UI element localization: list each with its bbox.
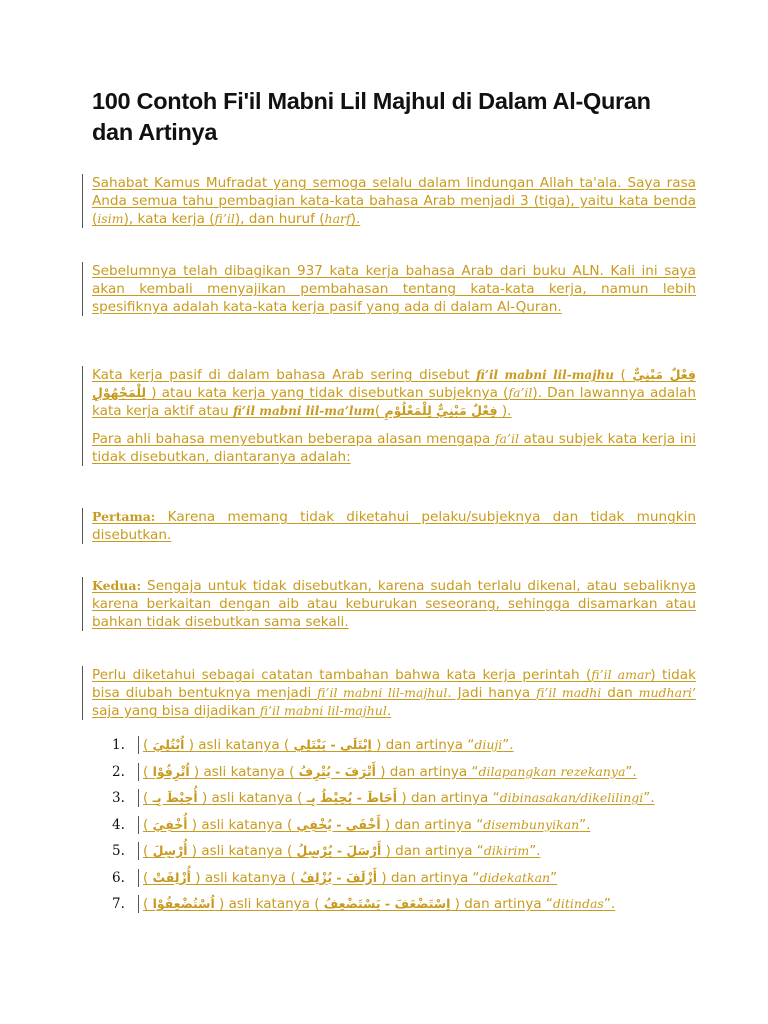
text-span: ), kata kerja ( (123, 211, 215, 227)
definition-paragraph (92, 366, 696, 420)
meaning-text: dilapangkan rezekanya (478, 763, 626, 779)
list-number: 4. (112, 816, 125, 833)
closing-quote: ”. (502, 737, 514, 753)
list-item-body: ( أُزْلِفَتْ ) asli katanya ( أَزْلَفَ - يُزْلِفُ ) dan artinya “didekatkan” (138, 869, 557, 887)
text-span: ). (350, 211, 361, 227)
text-span: ) tidak bisa diubah bentuknya menjadi (92, 667, 696, 701)
meaning-text: disembunyikan (483, 816, 580, 832)
arabic-word: أُزْلِفَتْ (152, 869, 191, 885)
text-span: . (386, 703, 392, 719)
list-item (92, 816, 692, 843)
reason-second-label: Kedua: (92, 578, 142, 593)
meaning-text: diuji (474, 737, 503, 752)
meaning-text: ditindas (552, 896, 604, 911)
closing-quote: ”. (579, 816, 591, 833)
term-fail: fa’il (494, 431, 519, 446)
meaning-label: ) dan artinya “ (377, 869, 480, 886)
arabic-root: أَخْفَى - يُخْفِي (296, 816, 381, 832)
list-number: 6. (112, 869, 125, 886)
list-item (92, 736, 692, 763)
meaning-label: ) dan artinya “ (450, 896, 553, 912)
list-number: 2. (112, 763, 125, 780)
reason-first-text: Karena memang tidak diketahui pelaku/subjeknya dan tidak mungkin disebutkan. (92, 509, 696, 543)
reason-second-block (82, 577, 696, 631)
text-span: ) atau kata kerja yang tidak disebutkan subjeknya ( (146, 385, 509, 401)
previous-post-paragraph: Sebelumnya telah dibagikan 937 kata kerja bahasa Arab dari buku ALN. Kali ini saya akan kembali menyajikan pembahasan tentang kata-kata kerja, namun lebih spesifiknya adalah kata-kata kerja pasif yang ada di dalam Al-Quran. (92, 263, 696, 315)
reason-first-label: Pertama: (92, 509, 156, 524)
reason-first-paragraph (92, 508, 696, 544)
reason-second-text: Sengaja untuk tidak disebutkan, karena sudah terlalu dikenal, atau sebaliknya karena berkaitan dengan aib atau keburukan seseorang, sehingga disamarkan atau bahkan tidak disebutkan sama sekali. (92, 578, 696, 630)
text-span: Para ahli bahasa menyebutkan beberapa alasan mengapa (92, 431, 495, 447)
reason-second-paragraph (92, 577, 696, 631)
arabic-root: اِبْتَلَى - يَبْتَلِي (293, 737, 372, 752)
text-span: Perlu diketahui sebagai catatan tambahan bahwa kata kerja perintah ( (92, 667, 592, 683)
page-title: 100 Contoh Fi'il Mabni Lil Majhul di Dalam Al-Quran dan Artinya (92, 88, 651, 145)
meaning-text: didekatkan (479, 869, 551, 885)
arabic-root: اِسْتَضْعَفَ - يَسْتَضْعِفُ (323, 896, 451, 911)
list-item (92, 789, 692, 816)
meaning-label: ) dan artinya “ (371, 737, 475, 753)
intro-paragraph-block (82, 174, 696, 228)
text-span: ( (374, 403, 385, 419)
closing-quote: ”. (643, 790, 655, 806)
arabic-root: أَحَاطَ - يُحِيْطُ بِـ (306, 790, 398, 805)
text-span: ). (497, 403, 512, 419)
list-item-body: ( اُسْتُضْعِفُوْا ) asli katanya ( اِسْتَضْعَفَ - يَسْتَضْعِفُ ) dan artinya “ditindas”. (138, 895, 615, 913)
previous-post-block (82, 262, 696, 316)
list-item (92, 895, 692, 922)
list-item-body: ( اُتْرِفُوْا ) asli katanya ( أَتْرَفَ - يُتْرِفُ ) dan artinya “dilapangkan rezekanya”. (138, 763, 637, 781)
arabic-term-malum: فِعْلٌ مَبْنِيٌّ لِلْمَعْلُوْمِ (384, 403, 498, 418)
list-item-body: ( أُحِيْطَ بِـ ) asli katanya ( أَحَاطَ - يُحِيْطُ بِـ ) dan artinya “dibinasakan/dikelilingi”. (138, 789, 655, 807)
meaning-label: ) dan artinya “ (381, 843, 484, 859)
list-number: 5. (112, 843, 125, 859)
text-span: ( (614, 367, 633, 383)
note-paragraph (92, 666, 696, 720)
term-fiil-majhul: fi’il mabni lil-majhu (476, 368, 614, 382)
text-span: Sahabat Kamus Mufradat yang semoga selalu dalam lindungan Allah ta'ala. Saya rasa Anda semua tahu pembagian kata-kata bahasa Arab menjadi 3 (tiga), yaitu kata benda ( (92, 175, 696, 227)
text-span: atau subjek kata kerja ini tidak disebutkan, diantaranya adalah: (92, 431, 696, 465)
arabic-word: أُرْسِلَ (152, 843, 188, 858)
closing-quote: ”. (603, 896, 616, 912)
asli-label: ) asli katanya ( (214, 896, 324, 912)
list-number: 1. (112, 737, 125, 753)
arabic-term-majhul: فِعْلٌ مَبْنِيٌّ لِلْمَجْهُوْلِ (92, 367, 696, 400)
term-fail: fa’il (508, 385, 533, 400)
arabic-word: اُسْتُضْعِفُوْا (152, 896, 215, 911)
meaning-label: ) dan artinya “ (375, 763, 479, 780)
arabic-root: أَزْلَفَ - يُزْلِفُ (300, 869, 378, 885)
text-span: . Jadi hanya (447, 685, 537, 701)
closing-quote: ”. (625, 763, 637, 780)
meaning-label: ) dan artinya “ (397, 790, 500, 806)
arabic-word: اُبْتُلِيَ (152, 737, 185, 752)
text-span: saja yang bisa dijadikan (92, 703, 260, 719)
term-fiil-amar: fi’il amar (591, 667, 651, 682)
arabic-root: أَتْرَفَ - يُتْرِفُ (298, 763, 376, 779)
term-fiil-majhul: fi’il mabni lil-majhul (259, 703, 387, 718)
meaning-text: dikirim (483, 843, 530, 858)
term-fiil-madhi: fi’il madhi (536, 685, 602, 700)
asli-label: ) asli katanya ( (184, 737, 294, 753)
examples-list (92, 736, 692, 922)
list-number: 3. (112, 790, 125, 806)
list-item-body: ( اُبْتُلِيَ ) asli katanya ( اِبْتَلَى - يَبْتَلِي ) dan artinya “diuji”. (138, 736, 514, 754)
text-span: dan (601, 685, 639, 701)
term-harf: harf (324, 211, 351, 226)
asli-label: ) asli katanya ( (189, 763, 299, 780)
asli-label: ) asli katanya ( (187, 816, 297, 833)
definition-block (82, 366, 696, 466)
arabic-word: أُخْفِيَ (152, 816, 188, 832)
note-block (82, 666, 696, 720)
reason-first-block (82, 508, 696, 544)
intro-paragraph (92, 174, 696, 228)
asli-label: ) asli katanya ( (187, 843, 297, 859)
term-isim: isim (97, 211, 124, 226)
arabic-root: أَرْسَلَ - يُرْسِلُ (296, 843, 382, 858)
arabic-word: اُتْرِفُوْا (152, 763, 190, 779)
closing-quote: ” (550, 869, 558, 886)
term-mudhari: mudhari’ (638, 685, 697, 700)
asli-label: ) asli katanya ( (197, 790, 307, 806)
term-fiil-majhul: fi’il mabni lil-majhul (317, 685, 448, 700)
meaning-text: dibinasakan/dikelilingi (499, 790, 644, 805)
reasons-intro-paragraph (92, 430, 696, 466)
text-span: ), dan huruf ( (234, 211, 325, 227)
text-span: ). Dan lawannya adalah kata kerja aktif atau (92, 385, 696, 419)
list-item (92, 842, 692, 869)
list-item-body: ( أُخْفِيَ ) asli katanya ( أَخْفَى - يُخْفِي ) dan artinya “disembunyikan”. (138, 816, 590, 834)
term-fiil: fi’il (214, 211, 235, 226)
arabic-word: أُحِيْطَ بِـ (152, 790, 198, 805)
meaning-label: ) dan artinya “ (380, 816, 484, 833)
asli-label: ) asli katanya ( (190, 869, 301, 886)
term-fiil-malum: fi’il mabni lil-ma’lum (233, 404, 375, 418)
text-span: Kata kerja pasif di dalam bahasa Arab sering disebut (92, 367, 477, 383)
list-number: 7. (112, 896, 125, 912)
closing-quote: ”. (529, 843, 541, 859)
list-item (92, 763, 692, 790)
list-item (92, 869, 692, 896)
list-item-body: ( أُرْسِلَ ) asli katanya ( أَرْسَلَ - يُرْسِلُ ) dan artinya “dikirim”. (138, 842, 541, 860)
